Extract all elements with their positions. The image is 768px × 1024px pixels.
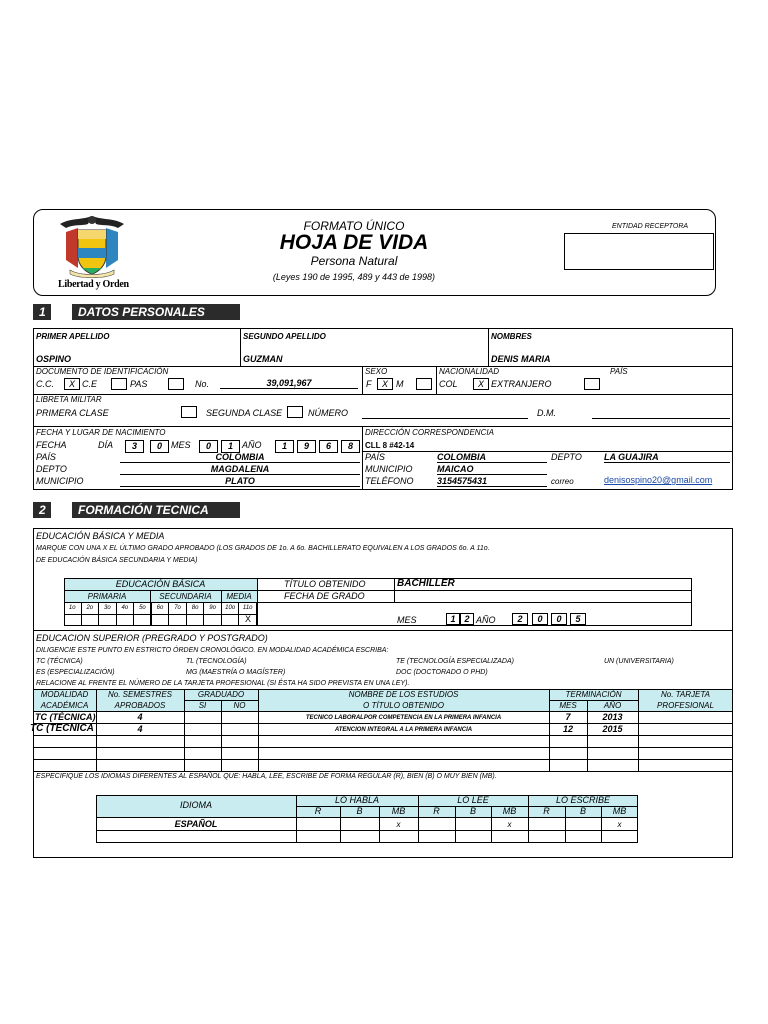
birth-country-value[interactable]: COLOMBIA <box>120 452 360 463</box>
birth-municipality-value[interactable]: PLATO <box>120 476 360 487</box>
military-card-label: LIBRETA MILITAR <box>36 395 102 404</box>
secondary-header: SECUNDARIA <box>159 592 212 601</box>
birth-date-place-label: FECHA Y LUGAR DE NACIMIENTO <box>36 428 166 437</box>
grad-year-digit[interactable]: 5 <box>570 613 586 625</box>
page-subtitle: Persona Natural <box>310 254 398 268</box>
ce-label: C.E <box>82 379 98 389</box>
primary-header: PRIMARIA <box>87 592 127 601</box>
ce-checkbox[interactable] <box>111 378 127 390</box>
higher-education-instruction: DILIGENCIE ESTE PUNTO EN ESTRICTO ÓRDEN CRONOLÓGICO. EN MODALIDAD ACADÉMICA ESCRIBA: <box>36 647 389 654</box>
page-title: HOJA DE VIDA <box>279 231 429 254</box>
grade-mark-cell[interactable] <box>169 614 187 626</box>
modality-es: ES (ESPECIALIZACIÓN) <box>36 669 115 676</box>
lang-reads-b: B <box>469 806 476 816</box>
grade-mark-cell[interactable] <box>99 614 117 626</box>
col-graduated-no: NO <box>233 701 246 710</box>
birth-municipality-label: MUNICIPIO <box>36 476 84 486</box>
military-number-label: NÚMERO <box>308 408 348 418</box>
logo-motto: Libertad y Orden <box>58 279 129 290</box>
study-row-month[interactable]: 7 <box>565 712 571 722</box>
sex-m-label: M <box>396 379 404 389</box>
cc-label: C.C. <box>36 379 54 389</box>
form-format-label: FORMATO ÚNICO <box>303 219 405 233</box>
birth-day-label: DÍA <box>98 440 114 450</box>
birth-state-label: DEPTO <box>36 464 67 474</box>
corr-municipality-value[interactable]: MAICAO <box>437 464 547 475</box>
lang-speaks-mb: MB <box>391 806 406 816</box>
country-label: PAÍS <box>610 367 628 376</box>
second-surname-label: SEGUNDO APELLIDO <box>243 332 326 341</box>
col-modality: MODALIDAD <box>40 690 89 699</box>
lang-writes-r: R <box>543 806 550 816</box>
title-obtained-value[interactable]: BACHILLER <box>397 578 455 589</box>
grade-cell[interactable]: 5o <box>134 602 152 614</box>
col-study-name: NOMBRE DE LOS ESTUDIOS <box>348 690 459 699</box>
corr-state-value[interactable]: LA GUAJIRA <box>604 452 730 463</box>
grade-cell[interactable]: 8o <box>187 602 205 614</box>
first-surname-value[interactable]: OSPINO <box>36 354 72 364</box>
phone-value[interactable]: 3154575431 <box>437 476 547 487</box>
lang-writes-mb: MB <box>612 806 627 816</box>
grade-cell[interactable]: 2o <box>82 602 100 614</box>
modality-tc: TC (TÉCNICA) <box>36 658 83 665</box>
pas-label: PAS <box>130 379 148 389</box>
birth-year-digit[interactable]: 8 <box>341 440 360 453</box>
doc-number-value[interactable]: 39,091,967 <box>220 378 358 389</box>
basic-education-header: EDUCACIÓN BÁSICA <box>115 579 206 589</box>
basic-education-instruction: MARQUE CON UNA X EL ÚLTIMO GRADO APROBADO (LOS GRADOS DE 1o. A 6o. BACHILLERATO EQUIVALEN A LOS GRADOS 6o. A 11o. <box>36 545 490 552</box>
email-value[interactable]: denisospino20@gmail.com <box>604 475 713 485</box>
birth-month-digit[interactable]: 1 <box>221 440 240 453</box>
grade-cell[interactable]: 4o <box>117 602 135 614</box>
study-row-modality[interactable]: TC (TÉCNICA <box>30 723 94 734</box>
corr-municipality-label: MUNICIPIO <box>365 464 413 474</box>
birth-year-digit[interactable]: 1 <box>275 440 294 453</box>
grade-cell[interactable]: 1o <box>64 602 82 614</box>
col-professional-card-2: PROFESIONAL <box>657 701 714 710</box>
nationality-foreign-checkbox[interactable] <box>584 378 600 390</box>
id-document-label: DOCUMENTO DE IDENTIFICACIÓN <box>36 367 169 376</box>
lang-reads-r: R <box>433 806 440 816</box>
col-completion: TERMINACIÓN <box>565 690 622 699</box>
birth-day-digit[interactable]: 0 <box>150 440 169 453</box>
col-semesters: No. SEMESTRES <box>107 690 172 699</box>
study-row-modality[interactable]: TC (TÉCNICA) <box>35 712 96 722</box>
coat-of-arms-logo <box>52 212 132 280</box>
grade-mark-cell[interactable] <box>187 614 205 626</box>
grad-month-digit[interactable]: 1 <box>446 613 460 625</box>
section-1-title: DATOS PERSONALES <box>72 304 240 320</box>
cc-checkbox[interactable]: X <box>64 378 80 390</box>
grade-cell[interactable]: 3o <box>99 602 117 614</box>
birth-state-value[interactable]: MAGDALENA <box>120 464 360 475</box>
birth-year-digit[interactable]: 9 <box>297 440 316 453</box>
nationality-foreign-label: EXTRANJERO <box>491 379 552 389</box>
lang-col-reads: LO LEE <box>457 795 489 805</box>
doc-no-label: No. <box>195 379 210 389</box>
birth-date-label: FECHA <box>36 440 67 450</box>
sex-label: SEXO <box>365 367 388 376</box>
grade-cell[interactable]: 9o <box>204 602 222 614</box>
study-row-name[interactable]: TECNICO LABORALPOR COMPETENCIA EN LA PRIMERA INFANCIA <box>305 715 502 721</box>
grad-year-digit[interactable]: 2 <box>512 613 528 625</box>
first-surname-label: PRIMER APELLIDO <box>36 332 110 341</box>
second-class-checkbox[interactable] <box>287 406 303 418</box>
title-obtained-label: TÍTULO OBTENIDO <box>284 579 366 589</box>
lang-writes-mark[interactable]: x <box>617 820 622 829</box>
media-header: MEDIA <box>226 592 252 601</box>
grad-year-digit[interactable]: 0 <box>532 613 548 625</box>
study-row-name[interactable]: ATENCION INTEGRAL A LA PRIMERA INFANCIA <box>334 727 473 733</box>
pas-checkbox[interactable] <box>168 378 184 390</box>
col-modality-2: ACADÉMICA <box>40 701 89 710</box>
grade-cell[interactable]: 10o <box>222 602 240 614</box>
dm-label: D.M. <box>537 408 556 418</box>
study-row-year[interactable]: 2013 <box>602 712 623 722</box>
col-graduated-yes: SI <box>198 701 207 710</box>
corr-country-value[interactable]: COLOMBIA <box>437 452 547 463</box>
grade-mark-cell[interactable] <box>152 614 170 626</box>
first-class-label: PRIMERA CLASE <box>36 408 109 418</box>
first-class-checkbox[interactable] <box>181 406 197 418</box>
birth-country-label: PAÍS <box>36 452 56 462</box>
grade-cell[interactable]: 11o <box>239 602 257 614</box>
birth-month-label: MES <box>171 440 191 450</box>
col-completion-year: AÑO <box>603 701 622 710</box>
grad-year-label: AÑO <box>476 615 496 625</box>
section-1-number: 1 <box>33 304 51 320</box>
receiving-entity-box[interactable] <box>564 233 714 270</box>
basic-education-instruction-2: DE EDUCACIÓN BÁSICA SECUNDARIA Y MEDIA) <box>36 557 198 564</box>
names-label: NOMBRES <box>491 332 532 341</box>
modality-un: UN (UNIVERSITARIA) <box>604 658 674 665</box>
basic-education-title: EDUCACIÓN BÁSICA Y MEDIA <box>36 531 165 541</box>
correspondence-address-value[interactable]: CLL 8 #42-14 <box>365 441 415 450</box>
grad-month-label: MES <box>397 615 417 625</box>
birth-month-digit[interactable]: 0 <box>199 440 218 453</box>
grade-mark-cell[interactable] <box>82 614 100 626</box>
higher-education-title: EDUCACION SUPERIOR (PREGRADO Y POSTGRADO) <box>36 633 268 643</box>
receiving-entity-label: ENTIDAD RECEPTORA <box>612 223 689 230</box>
nationality-label: NACIONALIDAD <box>439 367 500 376</box>
grade-mark-cell[interactable] <box>64 614 82 626</box>
section-2-title: FORMACIÓN TECNICA <box>72 502 240 518</box>
grade-mark-cell[interactable] <box>222 614 240 626</box>
lang-speaks-b: B <box>356 806 363 816</box>
corr-state-label: DEPTO <box>551 452 582 462</box>
second-class-label: SEGUNDA CLASE <box>206 408 283 418</box>
lang-col-writes: LO ESCRIBE <box>555 795 611 805</box>
grade-mark[interactable]: X <box>244 614 251 624</box>
study-row-semesters[interactable]: 4 <box>137 724 143 734</box>
lang-speaks-r: R <box>314 806 322 816</box>
corr-country-label: PAÍS <box>365 452 385 462</box>
email-label: correo <box>551 477 574 486</box>
sex-f-checkbox[interactable]: X <box>377 378 393 390</box>
study-row-semesters[interactable]: 4 <box>137 712 143 722</box>
modality-mg: MG (MAESTRÍA O MAGÍSTER) <box>186 669 286 676</box>
study-row-month[interactable]: 12 <box>562 724 573 734</box>
birth-day-digit[interactable]: 3 <box>125 440 144 453</box>
lang-col-speaks: LO HABLA <box>334 795 380 805</box>
dm-value[interactable] <box>592 408 730 419</box>
section-2-number: 2 <box>33 502 51 518</box>
names-value[interactable]: DENIS MARIA <box>491 354 551 364</box>
languages-instruction: ESPECIFIQUE LOS IDIOMAS DIFERENTES AL ESPAÑOL QUE: HABLA, LEE, ESCRIBE DE FORMA REGULAR (R), BIEN (B) O MUY BIEN (MB). <box>36 773 497 780</box>
modality-tl: TL (TECNOLOGÍA) <box>186 658 247 665</box>
grad-year-digit[interactable]: 0 <box>551 613 567 625</box>
lang-writes-b: B <box>579 806 586 816</box>
lang-col-language: IDIOMA <box>179 800 212 810</box>
grade-mark-cell[interactable] <box>204 614 222 626</box>
study-row-year[interactable]: 2015 <box>602 724 623 734</box>
grade-cell[interactable]: 6o <box>152 602 170 614</box>
nationality-col-checkbox[interactable]: X <box>473 378 489 390</box>
grade-mark-cell[interactable] <box>117 614 135 626</box>
col-graduated: GRADUADO <box>197 690 245 699</box>
birth-year-digit[interactable]: 6 <box>319 440 338 453</box>
phone-label: TELÉFONO <box>365 476 414 486</box>
professional-card-instruction: RELACIONE AL FRENTE EL NÚMERO DE LA TARJETA PROFESIONAL (SI ÉSTA HA SIDO PREVISTA EN UNA LEY). <box>36 680 410 687</box>
grade-mark-cell[interactable] <box>134 614 152 626</box>
col-professional-card: No. TARJETA <box>660 690 711 699</box>
lang-reads-mark[interactable]: x <box>507 820 512 829</box>
laws-reference: (Leyes 190 de 1995, 489 y 443 de 1998) <box>272 272 436 282</box>
correspondence-address-label: DIRECCIÓN CORRESPONDENCIA <box>365 428 494 437</box>
language-name[interactable]: ESPAÑOL <box>174 819 218 829</box>
lang-reads-mb: MB <box>502 806 517 816</box>
second-surname-value[interactable]: GUZMAN <box>243 354 283 364</box>
col-completion-month: MES <box>559 701 577 710</box>
modality-te: TE (TECNOLOGÍA ESPECIALIZADA) <box>396 658 514 665</box>
birth-year-label: AÑO <box>242 440 262 450</box>
sex-m-checkbox[interactable] <box>416 378 432 390</box>
col-study-name-2: O TÍTULO OBTENIDO <box>363 701 444 710</box>
grade-cell[interactable]: 7o <box>169 602 187 614</box>
graduation-date-label: FECHA DE GRADO <box>284 591 365 601</box>
grad-month-digit[interactable]: 2 <box>460 613 474 625</box>
nationality-col-label: COL <box>439 379 458 389</box>
military-number-value[interactable] <box>362 408 528 419</box>
sex-f-label: F <box>366 379 372 389</box>
lang-speaks-mark[interactable]: x <box>396 820 401 829</box>
col-semesters-2: APROBADOS <box>114 701 166 710</box>
modality-doc: DOC (DOCTORADO O PHD) <box>396 669 488 676</box>
